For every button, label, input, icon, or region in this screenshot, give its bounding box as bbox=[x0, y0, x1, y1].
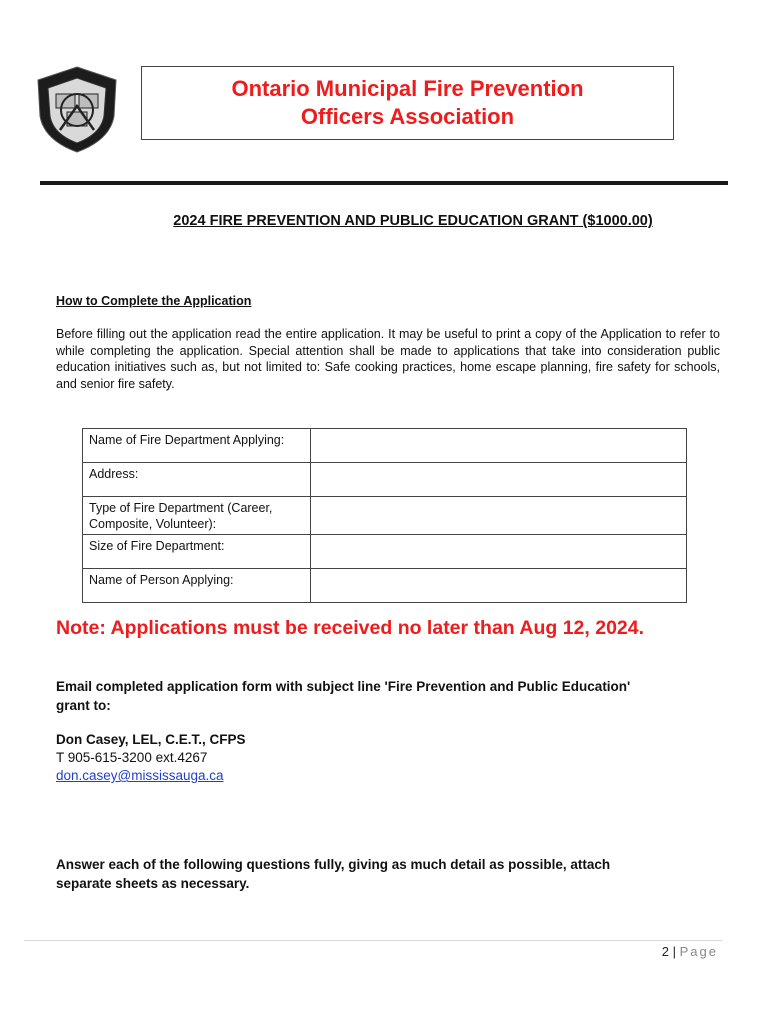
association-title-box bbox=[141, 66, 674, 140]
contact-block bbox=[56, 731, 246, 785]
department-name-field[interactable] bbox=[311, 429, 687, 463]
header-divider bbox=[40, 181, 728, 185]
association-title-line1: Ontario Municipal Fire Prevention bbox=[231, 76, 584, 101]
table-row bbox=[83, 497, 687, 535]
form-label: Type of Fire Department (Career, Composite, Volunteer): bbox=[83, 497, 311, 535]
table-row bbox=[83, 463, 687, 497]
association-logo-icon bbox=[30, 64, 124, 154]
page-footer bbox=[662, 944, 718, 959]
department-type-field[interactable] bbox=[311, 497, 687, 535]
email-instructions: Email completed application form with subject line 'Fire Prevention and Public Education' grant to: bbox=[56, 679, 631, 713]
page-number: 2 bbox=[661, 944, 669, 959]
grant-title: 2024 FIRE PREVENTION AND PUBLIC EDUCATION GRANT ($1000.00) bbox=[173, 213, 653, 229]
deadline-note: Note: Applications must be received no later than Aug 12, 2024. bbox=[56, 617, 645, 639]
form-label: Name of Person Applying: bbox=[83, 569, 311, 603]
howto-body: Before filling out the application read the entire application. It may be useful to print a copy of the Application to refer to while completing the application. Special attention shall be made to applications that take into consideration public education initiatives such as, but not limited to: Safe cooking practices, home escape planning, fire safety for schools, and senior fire safety. bbox=[56, 327, 720, 391]
answer-instructions: Answer each of the following questions fully, giving as much detail as possible, attach separate sheets as necessary. bbox=[56, 857, 611, 891]
department-size-field[interactable] bbox=[311, 535, 687, 569]
applicant-name-field[interactable] bbox=[311, 569, 687, 603]
footer-divider bbox=[24, 940, 722, 941]
table-row bbox=[83, 535, 687, 569]
contact-phone: T 905-615-3200 ext.4267 bbox=[56, 750, 208, 765]
contact-email-link[interactable]: don.casey@mississauga.ca bbox=[56, 768, 224, 783]
form-label: Address: bbox=[83, 463, 311, 497]
page-label: Page bbox=[679, 944, 718, 959]
form-label: Size of Fire Department: bbox=[83, 535, 311, 569]
footer-separator: | bbox=[672, 944, 676, 959]
association-title-line2: Officers Association bbox=[300, 104, 515, 129]
form-label: Name of Fire Department Applying: bbox=[83, 429, 311, 463]
address-field[interactable] bbox=[311, 463, 687, 497]
howto-heading: How to Complete the Application bbox=[56, 294, 252, 308]
table-row bbox=[83, 569, 687, 603]
application-info-table bbox=[82, 428, 687, 603]
contact-name: Don Casey, LEL, C.E.T., CFPS bbox=[56, 732, 246, 747]
table-row bbox=[83, 429, 687, 463]
